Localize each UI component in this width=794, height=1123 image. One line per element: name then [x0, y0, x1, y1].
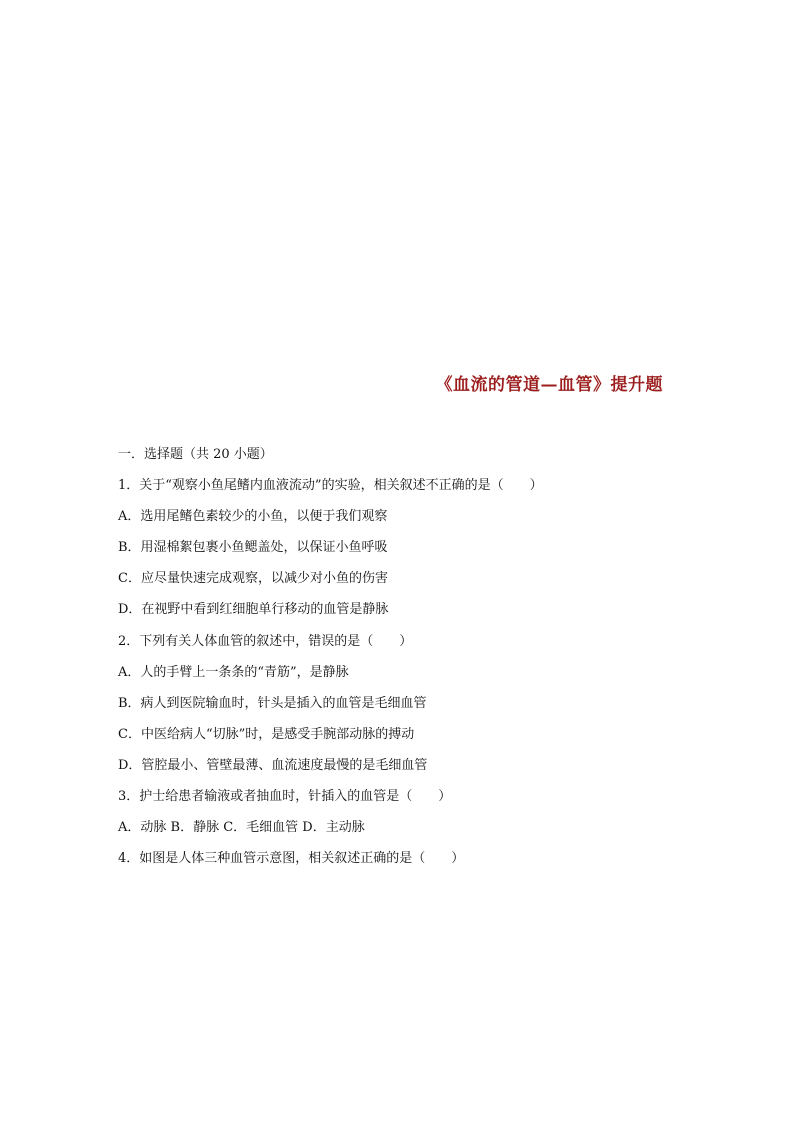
question-1-option-a: A．选用尾鳍色素较少的小鱼，以便于我们观察 — [118, 509, 388, 525]
question-3-options: A．动脉 B．静脉 C．毛细血管 D．主动脉 — [118, 820, 365, 836]
question-2-option-a: A．人的手臂上一条条的“青筋”，是静脉 — [118, 664, 349, 680]
question-list — [118, 444, 678, 879]
question-2-option-d: D．管腔最小、管壁最薄、血流速度最慢的是毛细血管 — [118, 757, 428, 773]
question-1-option-d: D．在视野中看到红细胞单行移动的血管是静脉 — [118, 602, 389, 618]
question-2-option-b: B．病人到医院输血时，针头是插入的血管是毛细血管 — [118, 695, 427, 711]
question-1-stem: 1．关于“观察小鱼尾鳍内血液流动”的实验，相关叙述不正确的是（ ） — [118, 478, 543, 494]
section-heading: 一．选择题（共 20 小题） — [118, 447, 273, 462]
document-title: 《血流的管道—血管》提升题 — [435, 375, 663, 395]
question-2-option-c: C．中医给病人“切脉”时，是感受手腕部动脉的搏动 — [118, 726, 415, 742]
question-1-option-b: B．用湿棉絮包裹小鱼鳃盖处，以保证小鱼呼吸 — [118, 540, 388, 556]
question-4-stem: 4．如图是人体三种血管示意图，相关叙述正确的是（ ） — [118, 851, 465, 867]
question-2-stem: 2．下列有关人体血管的叙述中，错误的是（ ） — [118, 633, 413, 649]
question-3-stem: 3．护士给患者输液或者抽血时，针插入的血管是（ ） — [118, 789, 452, 805]
question-1-option-c: C．应尽量快速完成观察，以减少对小鱼的伤害 — [118, 571, 388, 587]
